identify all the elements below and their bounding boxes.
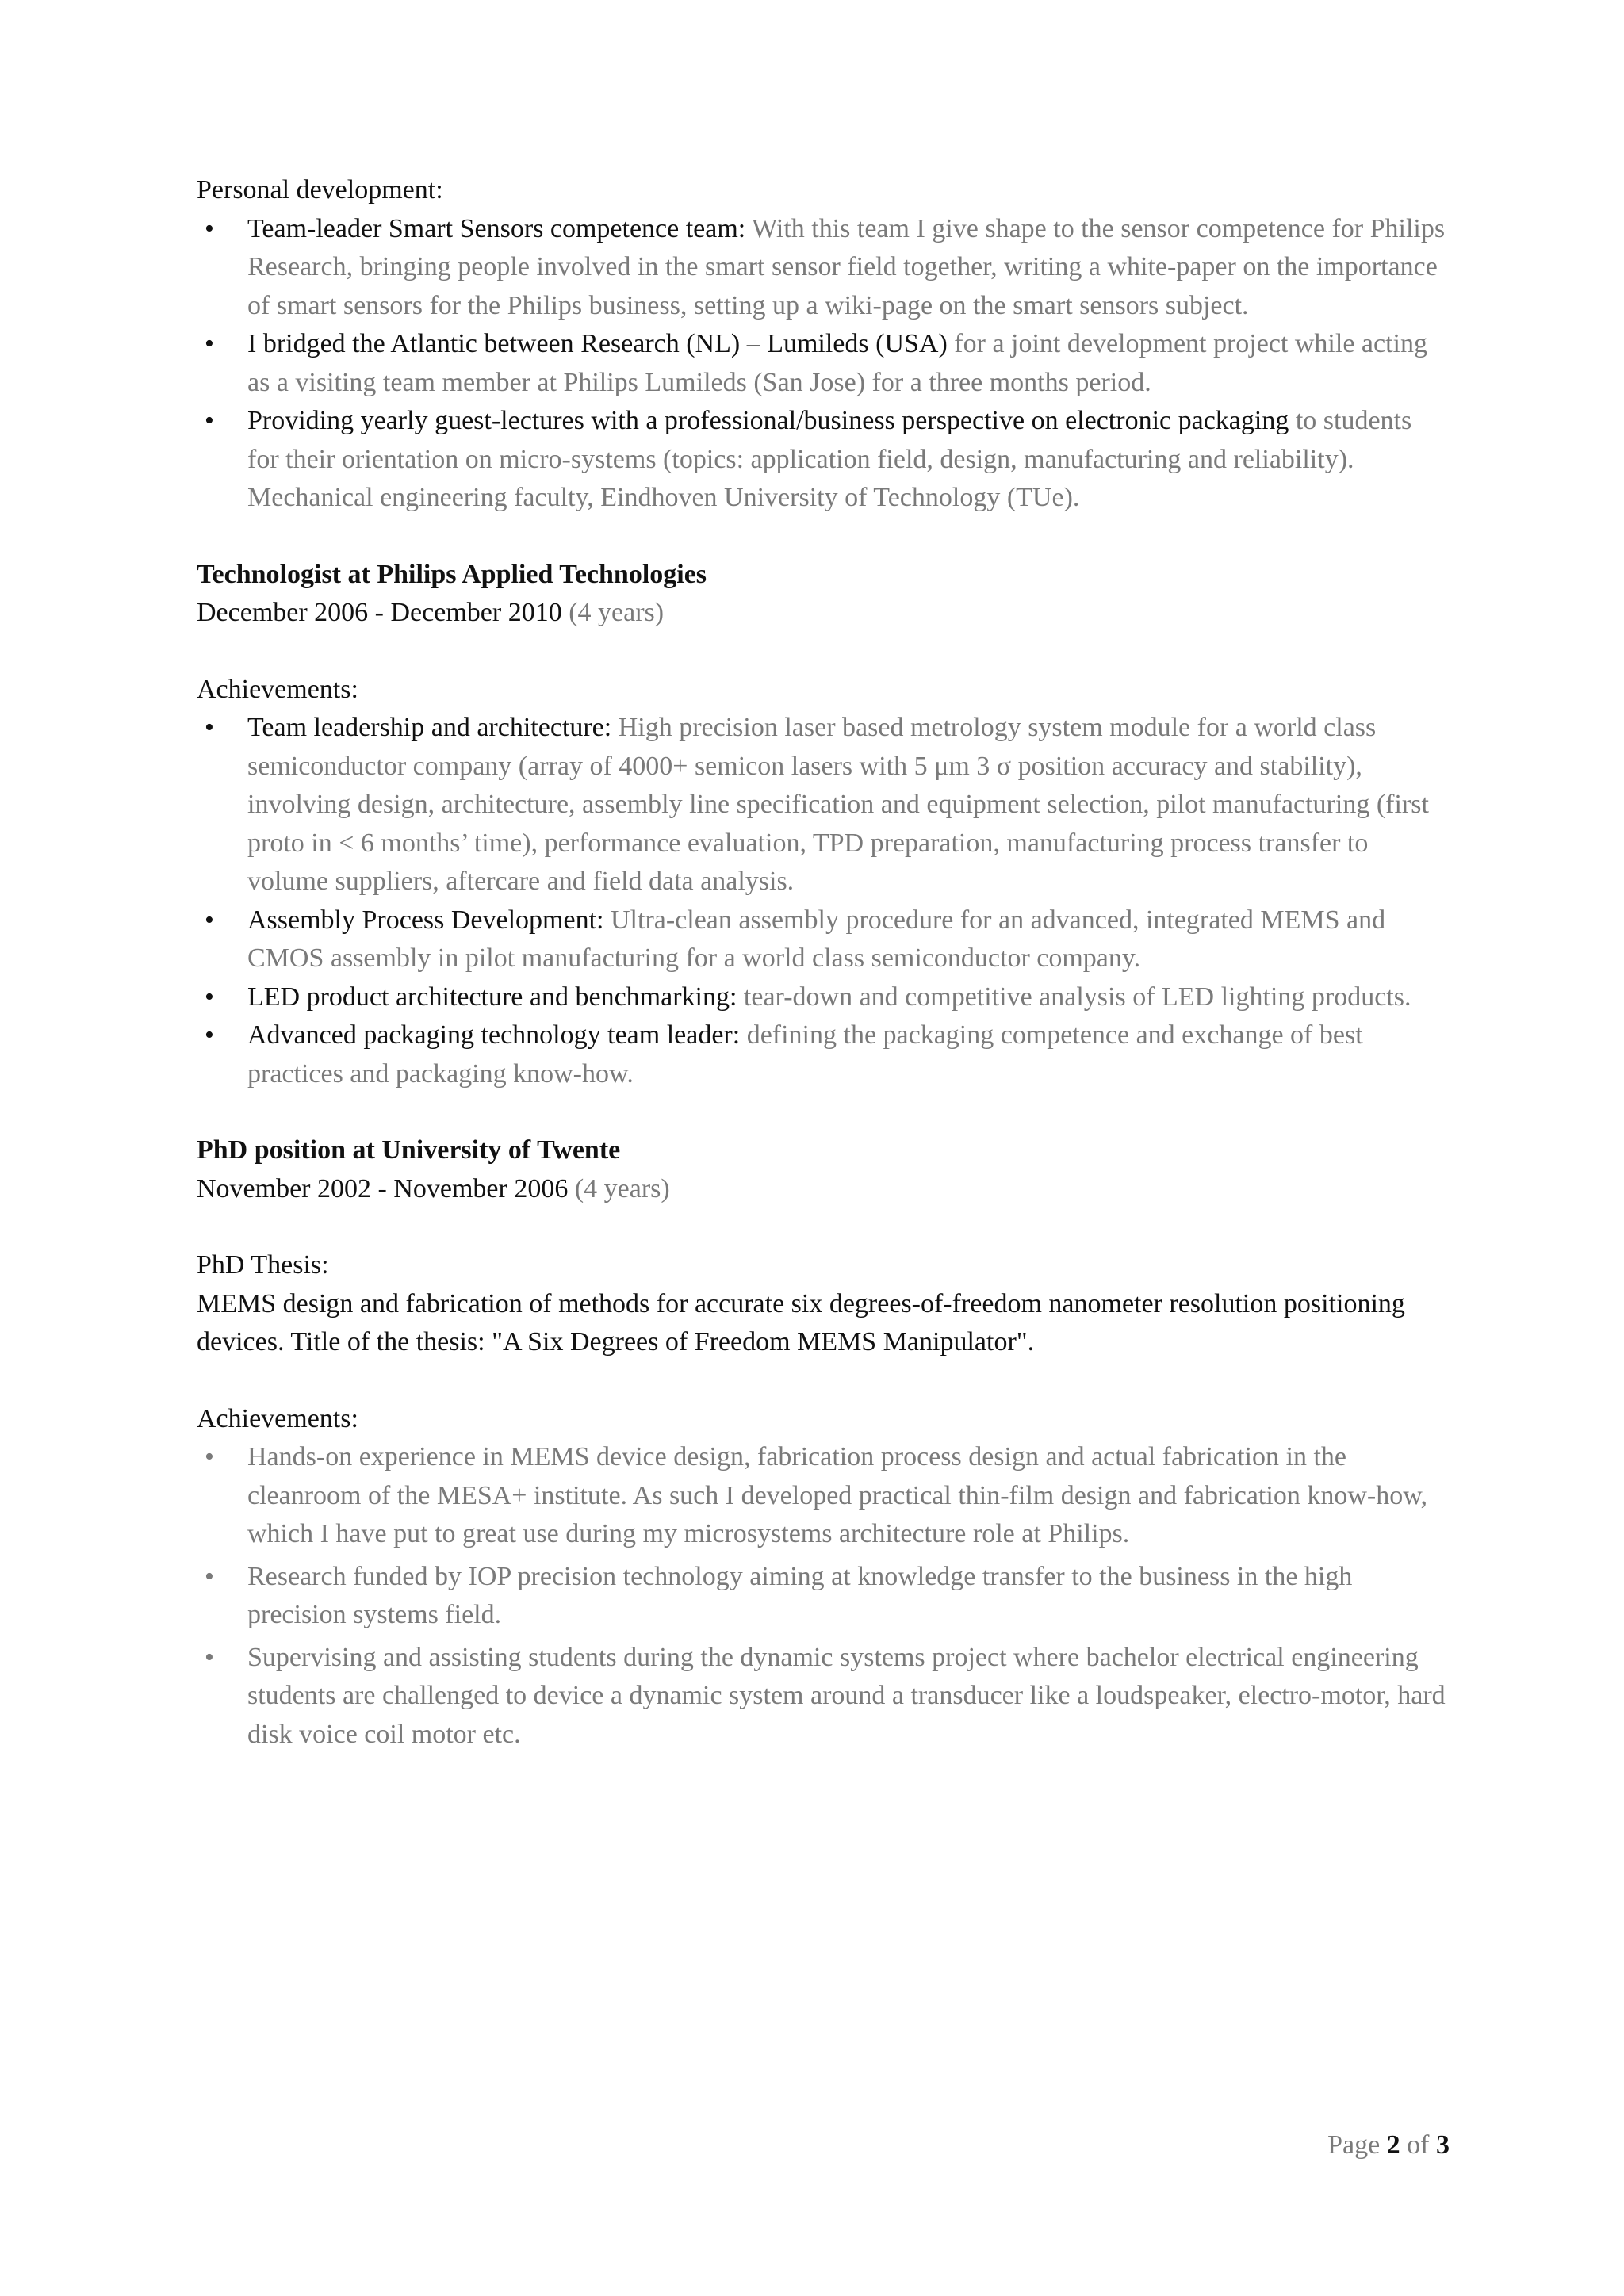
job-period-phd <box>197 1170 1450 1209</box>
list-item <box>197 325 1450 402</box>
bullet-icon: • <box>205 1561 214 1591</box>
item-body: tear-down and competitive analysis of LED lighting products. <box>737 982 1411 1012</box>
item-lead: Assembly Process Development: <box>247 905 604 935</box>
bullet-icon: • <box>205 1442 214 1471</box>
achievements-label-philips: Achievements: <box>197 674 358 704</box>
list-item <box>197 210 1450 326</box>
duration-text: (4 years) <box>568 1173 670 1203</box>
personal-development-list <box>197 210 1450 518</box>
bullet-icon: • <box>205 982 214 1012</box>
job-title-phd: PhD position at University of Twente <box>197 1135 621 1165</box>
bullet-icon: • <box>205 905 214 935</box>
list-item <box>197 978 1450 1017</box>
list-item <box>197 709 1450 901</box>
item-body: Supervising and assisting students during the dynamic systems project where bachelor electrical engineering students are challenged to device a dynamic system around a transducer like a loudspeaker, electro-motor, hard disk voice coil motor etc. <box>247 1642 1446 1749</box>
item-body: defining the packaging competence and exchange of best practices and packaging know-how. <box>247 1020 1363 1089</box>
item-body: High precision laser based metrology system module for a world class semiconductor company (array of 4000+ semicon lasers with 5 μm 3 σ position accuracy and stability), involving design, architecture, assembly line specification and equipment selection, pilot manufacturing (first proto in < 6 months’ time), performance evaluation, TPD preparation, manufacturing process transfer to volume suppliers, aftercare and field data analysis. <box>247 713 1429 896</box>
page-word: Page <box>1327 2130 1387 2160</box>
page-total: 3 <box>1436 2130 1450 2160</box>
list-item <box>197 402 1450 518</box>
item-lead: Team-leader Smart Sensors competence team: <box>247 213 746 243</box>
item-body: to students for their orientation on micro-systems (topics: application field, design, manufacturing and reliability). Mechanical engineering faculty, Eindhoven University of Technology (TUe). <box>247 406 1412 512</box>
item-body: With this team I give shape to the sensor competence for Philips Research, bringing people involved in the smart sensor field together, writing a white-paper on the importance of smart sensors for the Philips business, setting up a wiki-page on the smart sensors subject. <box>247 213 1446 320</box>
bullet-icon: • <box>205 213 214 243</box>
achievements-label-phd: Achievements: <box>197 1403 358 1433</box>
achievements-list-philips <box>197 709 1450 1093</box>
item-lead: Team leadership and architecture: <box>247 713 612 742</box>
page-current: 2 <box>1386 2130 1400 2160</box>
item-body: Research funded by IOP precision technology aiming at knowledge transfer to the business in the high precision systems field. <box>247 1561 1353 1629</box>
job-title-philips: Technologist at Philips Applied Technologies <box>197 559 707 589</box>
of-word: of <box>1400 2130 1436 2160</box>
page-number <box>1327 2126 1450 2165</box>
bullet-icon: • <box>205 329 214 358</box>
job-period-philips <box>197 594 1450 633</box>
item-body: for a joint development project while acting as a visiting team member at Philips Lumileds (San Jose) for a three months period. <box>247 329 1427 397</box>
list-item <box>197 1016 1450 1093</box>
item-body: Hands-on experience in MEMS device design, fabrication process design and actual fabrication in the cleanroom of the MESA+ institute. As such I developed practical thin-film design and fabrication know-how, which I have put to great use during my microsystems architecture role at Philips. <box>247 1442 1428 1548</box>
item-lead: Providing yearly guest-lectures with a professional/business perspective on electronic packaging <box>247 406 1289 435</box>
bullet-icon: • <box>205 406 214 435</box>
list-item <box>197 1438 1450 1554</box>
document-body <box>197 171 1450 1758</box>
personal-development-label: Personal development: <box>197 175 443 205</box>
item-lead: LED product architecture and benchmarking: <box>247 982 737 1012</box>
bullet-icon: • <box>205 1020 214 1050</box>
thesis-text: MEMS design and fabrication of methods for accurate six degrees-of-freedom nanometer resolution positioning devices. Title of the thesis: "A Six Degrees of Freedom MEMS Manipulator". <box>197 1288 1405 1357</box>
list-item <box>197 1639 1450 1755</box>
period-text: November 2002 - November 2006 <box>197 1173 569 1203</box>
item-lead: Advanced packaging technology team leader: <box>247 1020 741 1050</box>
period-text: December 2006 - December 2010 <box>197 598 562 627</box>
bullet-icon: • <box>205 1642 214 1672</box>
thesis-label: PhD Thesis: <box>197 1250 329 1280</box>
duration-text: (4 years) <box>561 598 665 627</box>
item-body: Ultra-clean assembly procedure for an advanced, integrated MEMS and CMOS assembly in pilot manufacturing for a world class semiconductor company. <box>247 905 1386 973</box>
list-item <box>197 1558 1450 1635</box>
bullet-icon: • <box>205 713 214 742</box>
list-item <box>197 901 1450 978</box>
item-lead: I bridged the Atlantic between Research (NL) – Lumileds (USA) <box>247 329 948 358</box>
achievements-list-phd <box>197 1438 1450 1754</box>
